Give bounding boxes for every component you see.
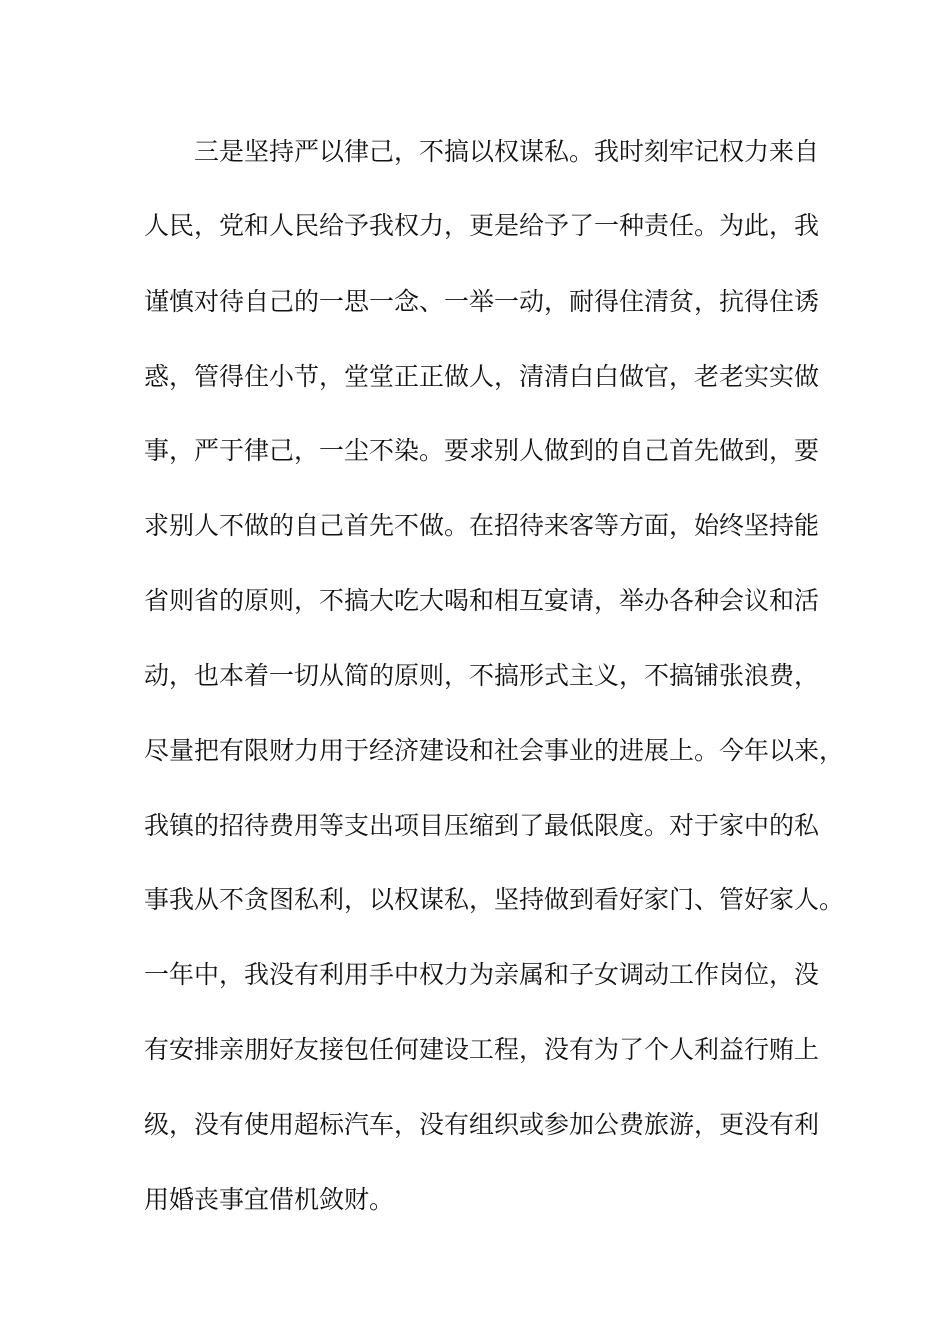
paragraph-line-12: 一年中，我没有利用手中权力为亲属和子女调动工作岗位，没 xyxy=(144,960,820,989)
paragraph-line-4: 惑，管得住小节，堂堂正正做人，清清白白做官，老老实实做 xyxy=(144,362,820,391)
paragraph-line-8: 动，也本着一切从简的原则，不搞形式主义，不搞铺张浪费， xyxy=(144,661,820,690)
paragraph-line-3: 谨慎对待自己的一思一念、一举一动，耐得住清贫，抗得住诱 xyxy=(144,287,820,316)
paragraph-line-11: 事我从不贪图私利，以权谋私，坚持做到看好家门、管好家人。 xyxy=(144,885,845,914)
paragraph-line-7: 省则省的原则，不搞大吃大喝和相互宴请，举办各种会议和活 xyxy=(144,586,820,615)
paragraph-line-14: 级，没有使用超标汽车，没有组织或参加公费旅游，更没有利 xyxy=(144,1110,820,1139)
paragraph-line-9: 尽量把有限财力用于经济建设和社会事业的进展上。今年以来， xyxy=(144,736,845,765)
paragraph-line-13: 有安排亲朋好友接包任何建设工程，没有为了个人利益行贿上 xyxy=(144,1035,820,1064)
paragraph-line-6: 求别人不做的自己首先不做。在招待来客等方面，始终坚持能 xyxy=(144,511,820,540)
paragraph-line-10: 我镇的招待费用等支出项目压缩到了最低限度。对于家中的私 xyxy=(144,811,820,840)
paragraph-line-5: 事，严于律己，一尘不染。要求别人做到的自己首先做到，要 xyxy=(144,436,820,465)
paragraph-line-2: 人民，党和人民给予我权力，更是给予了一种责任。为此，我 xyxy=(144,211,820,240)
paragraph-line-15: 用婚丧事宜借机敛财。 xyxy=(144,1185,395,1214)
paragraph-line-1: 三是坚持严以律己，不搞以权谋私。我时刻牢记权力来自 xyxy=(194,137,820,166)
